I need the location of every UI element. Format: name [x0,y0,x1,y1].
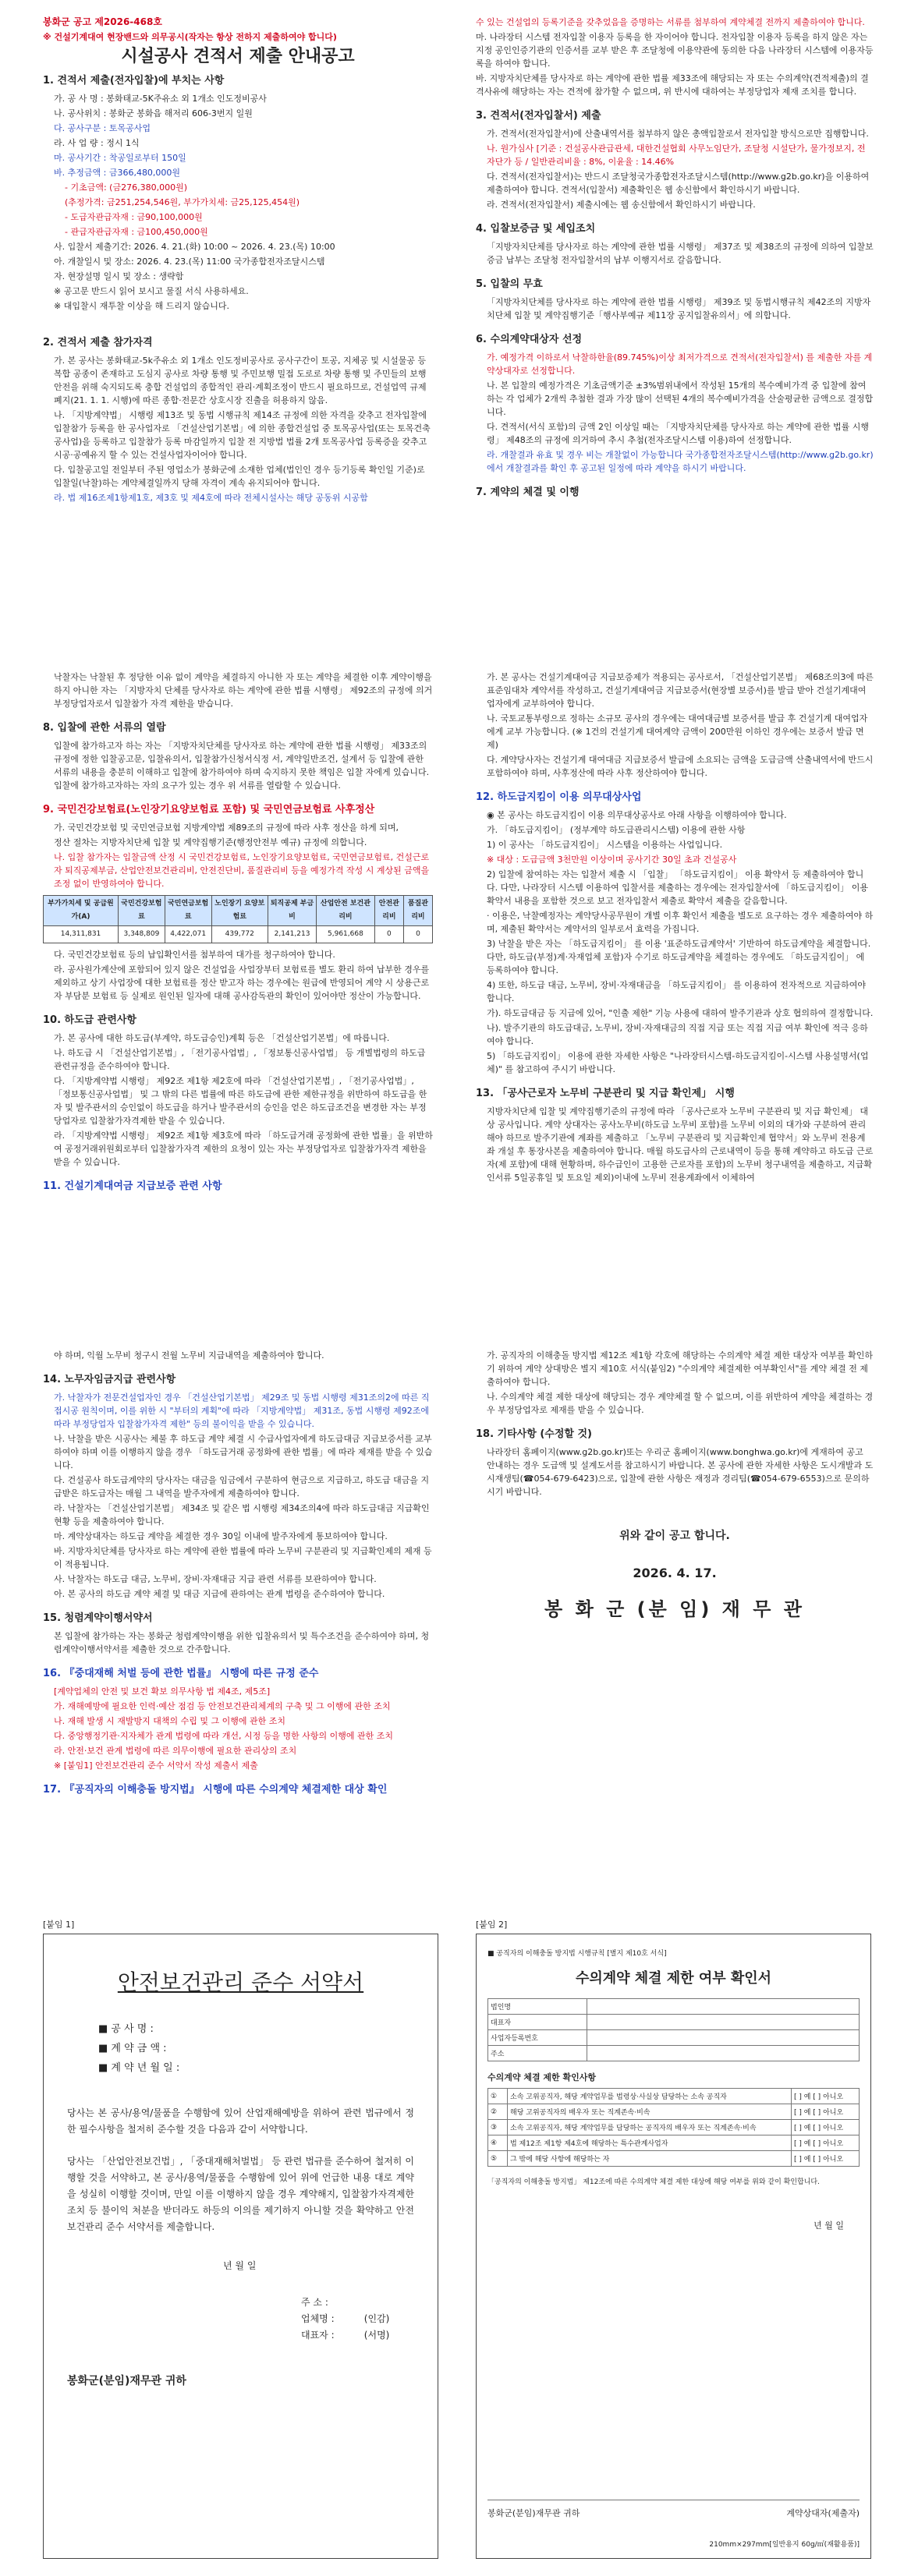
table-cell: 0 [374,926,403,943]
table-header: 부가가치세 및 공급원가(A) [44,896,119,926]
section-16-list [43,1685,433,1772]
s2-para: 나. 「지방계약법」 시행령 제13조 및 동법 시행규칙 제14조 규정에 의한 자격을 갖추고 전자입찰에 입찰참가 등록을 한 공사업자로 「건설산업기본법」에 의한 종합건설업 중 토목공사업(또는 토목건축공사업)을 등록하고 입찰참가 등록 마감일까지 입찰 전 지방법 법률 2개 토목공사업 등록증을 갖추고 시공·공예유지 할 수 있는 건설사업자이어야 합니다. [54,410,431,460]
s4-text: 「지방자치단체를 당사자로 하는 계약에 관한 법률 시행령」 제37조 및 제38조의 규정에 의하여 입찰보증금 납부는 조달청 전자입찰서의 납부 이행지서로 갈음합니다. [487,242,874,265]
p1r-para: 수 있는 건설업의 등록기준을 갖추었음을 증명하는 서류를 첨부하여 계약체결 전까지 제출하여야 합니다. [476,17,865,27]
yes-option[interactable]: 예 [803,2093,811,2101]
s1-item: (추정가격: 금251,254,546원, 부가가치세: 금25,125,454원) [65,197,300,207]
section-4-title: 4. 입찰보증금 및 세입조치 [476,223,596,235]
check-number: ④ [488,2135,508,2151]
s12-item: 4) 또한, 하도급 대금, 노무비, 장비·자재대금을 「하도급지킴이」 를 이용하여 전자적으로 지급하여야 합니다. [487,980,867,1003]
form1-footer: 봉화군(분임)재무관 귀하 [67,2375,186,2387]
table-cell: 4,422,071 [165,926,211,943]
check-options[interactable]: [ ] 예 [ ] 아니오 [792,2120,860,2135]
page3-left-column [43,1349,433,1801]
section-18-title: 18. 기타사항 (수정할 것) [476,1428,592,1440]
yes-option[interactable]: 예 [803,2156,811,2164]
s1-item: 가. 공 사 명 : 봉화태교-5K주유소 외 1개소 인도정비공사 [54,94,267,104]
s12-item: 나). 발주기관의 하도급대금, 노무비, 장비·자재대금의 직접 지급 또는 직접 지급 여부 확인에 적극 응하여야 합니다. [487,1023,868,1046]
table-cell: 대표자 [488,2015,587,2030]
s1-item: ※ 공고문 반드시 읽어 보시고 물질 서식 사용하세요. [54,286,249,296]
s9-more: 라. 공사원가계산에 포함되어 있지 않은 건설업을 사업장부터 보험료를 별도 환리 하여 납부한 경우를 제외하고 상기 사업장에 대한 보험료를 정산 받고자 하는 경우에는 원급에 반영되어 계약 시 상용근로자 부담분 보험료 등 실제로 원인된 일자에 대해 공사감독관의 확인이 있어야만 정산이 가능합니다. [54,964,430,1001]
section-9-title: 9. 국민건강보험료(노인장기요양보험료 포함) 및 국민연금보험료 사후정산 [43,804,375,816]
section-12-list [476,809,874,1076]
s8-text: 입찰에 참가하고자 하는 자는 「지방자치단체를 당사자로 하는 계약에 관한 법률 시행령」 제33조의 규정에 정한 입찰공고문, 입찰유의서, 입찰참가신청서식정 서, 계약일반조건, 설계서 등 입찰에 관한 서류의 내용을 충분히 이해하고 입찰에 참가하여야 하며 숙지하지 못한 책임은 입찰 자에게 있습니다. 입찰에 참가하고자하는 자의 요구가 있는 경우 위 서류를 열람할 수 있습니다. [54,741,430,791]
s10-item: 나. 하도급 시 「건설산업기본법」, 「전기공사업법」, 「정보통신공사업법」 등 개별법령의 하도급 관련규정을 준수하여야 합니다. [54,1048,426,1071]
s11-item: 나. 국토교통부령으로 정하는 소규모 공사의 경우에는 대여대금별 보증서를 발급 후 건설기계 대여업자에게 교부 가능합니다. (※ 1건의 건설기계 대여계약 금액이 200만원 이하인 경우에는 보증서 발급 면제) [487,713,868,750]
form2-title: 수의계약 체결 제한 여부 확인서 [575,1970,772,1987]
s13-text: 지방자치단체 입찰 및 계약집행기준의 규정에 따라 「공사근로자 노무비 구분관리 및 지급 확인제」 대상 공사입니다. 계약 상대자는 공사노무비(하도급 노무비 포함)를 노무비 이외의 대가와 구분하여 관리해야 하므로 발주기관에 계좌를 제출하고 「노무비 구분관리 및 지급확인제 협약서」와 노무비 전용계좌 개설 후 통장사본을 제출하여야 합니다. 매월 하도급사의 근로내역이 등을 통해 계약하고 하도급 근로자(제 포함)에 대해 현황하며, 하수급인이 고용한 근로자를 포함)의 노무비 청구내역을 제출하고, 지급확인서류 5일공휴일 및 토요일 제외)이내에 노무비 전용계좌에서 이체하여 [487,1106,874,1183]
s1-item: 자. 현장설명 일시 및 장소 : 생략함 [54,271,184,281]
s16-item: 라. 안전·보건 관계 법령에 따른 의무이행에 필요한 관리상의 조치 [54,1746,297,1756]
s17-para: 가. 공직자의 이해충돌 방지법 제12조 제1항 각호에 해당하는 수의계약 체결 제한 대상자 여부를 확인하기 위하여 계약 상대방은 별지 제10호 서식(붙임2) "수의계약 체결제한 여부확인서"를 계약 체결 전 제출하여야 합니다. [487,1350,873,1387]
section-17-title: 17. 『공직자의 이해충돌 방지법』 시행에 따른 수의계약 체결제한 대상 확인 [43,1784,388,1796]
s15-text: 본 입찰에 참가하는 자는 봉화군 청렴계약이행을 위한 입찰유의서 및 특수조건을 준수하여야 하며, 청렴계약이행서약서를 제출한 것으로 간주합니다. [54,1631,430,1654]
s1-item: ※ 대입찰시 재투찰 이상을 해 드리지 않습니다. [54,301,229,311]
form1-company-label: 업체명 : [301,2313,335,2324]
s2-para: 다. 입찰공고일 전일부터 주된 영업소가 봉화군에 소재한 업체(법인인 경우 등기등록 확인일 기준)로 입찰일(낙찰)하는 계약체결일까지 당해 자격이 계속 유지되어야 합니다. [54,465,425,488]
attach2-label: [붙임 2] [476,1920,508,1930]
check-text: 법 제12조 제1항 제4호에 해당하는 특수관계사업자 [508,2135,792,2151]
form1-company [301,2312,438,2325]
table-header: 안전관리비 [374,896,403,926]
s3-item: 다. 견적서(전자입찰서)는 반드시 조달청국가종합전자조달시스템(http://www.g2b.go.kr)을 이용하여 제출하여야 합니다. 견적서(입찰서) 제출확인은 웹 송신함에서 확인하시기 바랍니다. [487,172,870,195]
s1-item: 라. 사 업 량 : 정시 1식 [54,138,140,148]
table-cell: 0 [403,926,432,943]
s12-item: 가. 「하도급지킴이」 (정부계약 하도급관리시스템) 이용에 관한 사항 [487,825,746,835]
form1-rep-label: 대표자 : [301,2330,335,2341]
notice-number: 봉화군 공고 제2026-468호 [43,16,162,27]
form2-top-note: ■ 공직자의 이해충돌 방지법 시행규칙 [별지 제10호 서식] [487,1950,667,1958]
check-text: 소속 고위공직자, 해당 계약업무를 담당하는 공직자의 배우자 또는 직계존속·비속 [508,2120,792,2135]
s5-text: 「지방자치단체를 당사자로 하는 계약에 관한 법률 시행령」 제39조 및 동법시행규칙 제42조의 지방자치단체 입찰 및 계약집행기준「행사부예규 제11장 공지입찰유의서」에 의합니다. [487,297,871,320]
form2-paper-note: 210mm×297mm[일반용지 60g/㎡(재활용품)] [709,2541,860,2549]
s10-item: 라. 「지방계약법 시행령」 제92조 제1항 제3호에 따라 「하도급거래 공정화에 관한 법률」을 위반하여 공정거래위원회로부터 입찰참가자격 제한의 요청이 있는 자는 부정당업자로 입찰참가자격 제한을 받을 수 있습니다. [54,1131,433,1167]
check-options[interactable]: [ ] 예 [ ] 아니오 [792,2135,860,2151]
s10-item: 가. 본 공사에 대한 하도급(부계약, 하도급승인)계획 등은 「건설산업기본법」에 따릅니다. [54,1033,390,1043]
page1-right-column [476,16,874,504]
yes-option[interactable]: 예 [803,2125,811,2132]
s12-item: 3) 낙찰을 받은 자는 「하도급지킴이」 를 이용 '표준하도급계약서' 기반하여 하도급계약을 체결합니다. 다만, 하도급(부정)계·자재업체 포함)자 수기로 하도급계약을 체결하는 경우에도 「하도급지킴이」 에 등록하여야 합니다. [487,939,871,975]
s18-text: 나라장터 홈페이지(www.g2b.go.kr)또는 우리군 홈페이지(www.bonghwa.go.kr)에 게재하여 공고 안내하는 경우 도급액 및 설계도서를 참고하시기 바랍니다. 본 공사에 관한 자세한 사항은 도시개발과 도시재생팀(☎054-679-6423)으로, 입찰에 관한 사항은 재정과 경리팀(☎054-679-6553)으로 문의하시기 바랍니다. [487,1447,874,1497]
s6-item: 라. 개찰결과 유효 및 경우 비는 개찰없이 가능합니다 국가종합전자조달시스템(http://www.g2b.go.kr)에서 개찰결과를 확인 후 공고된 일정에 따라 계약을 하시기 바랍니다. [487,450,874,473]
form1-body-2: 당사는 「산업안전보건법」, 「중대재해처벌법」 등 관련 법규를 준수하여 철저히 이행할 것을 서약하고, 본 공사/용역/물품을 수행함에 있어 위에 언급한 내용 대로 계약을 성실히 이행할 것이며, 만일 이를 이행하지 않을 경우 계약해지, 입찰참가자격제한조치 등 불이익 처분을 받더라도 하등의 이의를 제기하지 아니할 것을 확약하고 안전보건관리 준수 서약서를 제출합니다. [67,2156,414,2232]
section-8-title: 8. 입찰에 관한 서류의 열람 [43,722,166,734]
table-header: 산업안전 보건관리비 [317,896,375,926]
section-10-title: 10. 하도급 관련사항 [43,1014,136,1026]
check-number: ⑤ [488,2151,508,2167]
s9-more: 다. 국민건강보험료 등의 납입확인서를 첨부하여 대가를 청구하여야 합니다. [54,950,335,960]
s12-item: 5) 「하도급지킴이」 이용에 관한 자세한 사항은 "나라장터시스템-하도급지킴이-시스템 사용설명서(업체)" 를 참고하여 주시기 바랍니다. [487,1051,869,1074]
form1-date: 년 월 일 [223,2260,257,2271]
section-11-list [476,671,874,780]
s12-item: 1) 이 공사는 「하도급지킴이」 시스템을 이용하는 사업입니다. [487,840,723,850]
s1-item: - 기초금액: (금276,380,000원) [65,182,187,193]
table-row [488,2015,860,2030]
s11-item: 다. 계약당사자는 건설기계 대여대금 지급보증서 발급에 소요되는 금액을 도급금액 산출내역서에 반드시 포함하여야 하며, 사후정산에 따라 사후 정산하여야 합니다. [487,755,874,778]
s9-item: 가. 국민건강보험 및 국민연금보험 지방계약법 제89조의 규정에 따라 사후 정산을 하게 되며, [54,823,399,833]
check-row [488,2104,860,2120]
form2-section: 수의계약 체결 제한 확인사항 [487,2072,596,2082]
s1-item: 나. 공사위치 : 봉화군 봉화읍 해저리 606-3번지 일원 [54,108,253,119]
no-option[interactable]: 아니오 [823,2109,844,2117]
s12-item: 가). 하도급대금 등 지급에 있어, "인출 제한" 기능 사용에 대하여 발주기관과 상호 협의하여 결정합니다. [487,1008,874,1018]
page1-left-column [43,16,433,506]
s3-item: 라. 견적서(전자입찰서) 제출시에는 웹 송신함에서 확인하시기 바랍니다. [487,200,756,210]
table-cell [587,2046,860,2061]
check-number: ③ [488,2120,508,2135]
form2-applicant-table [487,1998,860,2061]
s11-item: 가. 본 공사는 건설기계대여금 지급보증제가 적용되는 공사로서, 「건설산업기본법」 제68조의3에 따른 표준임대차 계약서를 작성하고, 건설기계대여금 지급보증서(현장별 보증서)를 발급 받아 건설기계대여업자에게 교부하여야 합니다. [487,672,874,709]
attachment-2-form [476,1934,871,2559]
table-cell: 5,961,668 [317,926,375,943]
check-row [488,2120,860,2135]
s1-item: 사. 입찰서 제출기간: 2026. 4. 21.(화) 10:00 ~ 2026. 4. 23.(목) 10:00 [54,242,335,252]
yes-option[interactable]: 예 [803,2109,811,2117]
s14-item: 라. 낙찰자는 「건설산업기본법」 제34조 및 같은 법 시행령 제34조의4에 따라 하도급대금 지급확인 현황 등을 제출하여야 합니다. [54,1503,430,1527]
table-cell: 14,311,831 [44,926,119,943]
table-cell: 법인명 [488,1999,587,2015]
form1-sign-note: (서명) [363,2330,390,2341]
form1-address: 주 소 : [301,2297,328,2308]
form2-date: 년 월 일 [814,2220,844,2231]
s16-item: 다. 중앙행정기관·지자체가 관계 법령에 따라 개선, 시정 등을 명한 사항의 이행에 관한 조치 [54,1731,393,1741]
table-cell: 2,141,213 [268,926,316,943]
no-option[interactable]: 아니오 [823,2156,844,2164]
check-options[interactable]: [ ] 예 [ ] 아니오 [792,2089,860,2104]
s12-item: 2) 입찰에 참여하는 자는 입찰서 제출 시 「입찰」 「하도급지킴이」 이용 확약서 등 제출하여야 합니다. 다만, 나라장터 시스템 이용하여 입찰서를 제출하는 경우에는 전자입찰서에 「하도급지킴이」 이용 확약서 내용을 포함한 것으로 보고 전자입찰서 제출로 확약서 제출을 갈음합니다. [487,869,868,906]
table-cell: 사업자등록번호 [488,2030,587,2046]
table-cell [587,1999,860,2015]
s16-item: ※ [붙임1] 안전보건관리 준수 서약서 작성 제출서 제출 [54,1760,258,1771]
s10-item: 다. 「지방계약법 시행령」 제92조 제1항 제2호에 따라 「건설산업기본법」, 「전기공사업법」, 「정보통신공사업법」 및 그 밖의 다른 법률에 따른 하도급에 관한 제한규정을 위반하여 하도급을 한 자 및 발주관서의 승인없이 하도급을 하거나 발주관서의 승인을 얻은 하도급조건을 변경한 자는 부정당업자로 입찰참가자격제한 받을 수 있습니다. [54,1076,427,1126]
form2-footer-right: 계약상대자(제출자) [786,2508,860,2518]
s1-item: 아. 개찰일시 및 장소: 2026. 4. 23.(목) 11:00 국가종합전자조달시스템 [54,257,325,267]
check-text: 해당 고위공직자의 배우자 또는 직계존속·비속 [508,2104,792,2120]
form2-notice: 「공직자의 이해충돌 방지법」 제12조에 따른 수의계약 체결 제한 대상에 해당 여부를 위와 같이 확인합니다. [487,2178,820,2186]
form2-check-table [487,2088,860,2167]
section-15-title: 15. 청렴계약이행서약서 [43,1612,153,1624]
s6-item: 가. 예정가격 이하로서 낙찰하한율(89.745%)이상 최저가격으로 견적서(전자입찰서) 를 제출한 자를 계약상대자로 선정합니다. [487,352,873,376]
form1-field-date: ■ 계 약 년 월 일 : [98,2062,180,2074]
table-header: 국민건강보험료 [119,896,165,926]
s14-item: 나. 낙찰을 받은 시공사는 체불 후 하도급 계약 체결 시 수급사업자에게 하도급대금 지급보증서를 교부하여야 하며 이를 이행하지 않을 경우 「하도급거래 공정화에 관한 법률」에 따라 제재를 받을 수 있습니다. [54,1434,433,1470]
s14-item: 다. 건설공사 하도급계약의 당사자는 대금을 임금에서 구분하여 현금으로 지급하고, 하도급 대금을 지급받은 하도급자는 매월 그 내역을 발주자에게 제출하여야 합니다. [54,1475,430,1499]
s1-item: 바. 추정금액 : 금366,480,000원 [54,168,181,178]
section-16-title: 16. 『중대재해 처벌 등에 관한 법률』 시행에 따른 규정 준수 [43,1668,319,1679]
closing-text: 위와 같이 공고 합니다. [619,1530,730,1542]
s3-item: 나. 원가심사 [기준 : 건설공사관급관세, 대한건설협회 사무노임단가, 조달청 시설단가, 물가정보지, 전자단가 등 / 일반관리비율 : 8%, 이윤율 : 14.46% [487,143,866,167]
s1-item: - 관급자관급자재 : 금100,450,000원 [65,227,208,237]
s1-item: - 도급자관급자재 : 금90,100,000원 [65,212,203,222]
page-title: 시설공사 견적서 제출 안내공고 [121,47,355,66]
section-14-title: 14. 노무자임금지급 관련사항 [43,1374,176,1385]
check-options[interactable]: [ ] 예 [ ] 아니오 [792,2104,860,2120]
form1-field-amount: ■ 계 약 금 액 : [98,2043,167,2054]
table-header-row [44,896,433,926]
page2-right-column [476,671,874,1186]
section-10-list [43,1031,433,1169]
no-option[interactable]: 아니오 [823,2093,844,2101]
table-cell: 439,772 [211,926,268,943]
check-text: 그 밖에 해당 사항에 해당하는 자 [508,2151,792,2167]
attachment-1-form [43,1934,438,2559]
p2-intro: 낙찰자는 낙찰된 후 정당한 이유 없이 계약을 체결하지 아니한 자 또는 계약을 체결한 이후 계약이행을 하지 아니한 자는 「지방자치 단체를 당사자로 하는 계약에 관한 법률 시행령」 제92조의 규정에 의거 부정당업자로서 입찰참가 자격 제한을 받습니다. [54,672,433,709]
section-3-title: 3. 견적서(전자입찰서) 제출 [476,110,601,122]
page-3 [0,1341,911,1895]
s12-item: ◉ 본 공사는 하도급지킴이 이용 의무대상공사로 아래 사항을 이행하여야 합니다. [487,810,787,820]
p3-intro: 야 하며, 익월 노무비 청구시 전월 노무비 지급내역을 제출하여야 합니다. [54,1350,324,1361]
issuer-name: 봉 화 군 (분 임) 재 무 관 [544,1598,805,1620]
s16-item: 가. 재해예방에 필요한 인력·예산 점검 등 안전보건관리체계의 구축 및 그 이행에 관한 조치 [54,1701,391,1711]
form1-body-1: 당사는 본 공사/용역/물품을 수행함에 있어 산업재해예방을 위하여 관련 법규에서 정한 필수사항을 철저히 준수할 것을 다음과 같이 서약합니다. [67,2107,414,2135]
section-1-title: 1. 견적서 제출(전자입찰)에 부치는 사항 [43,75,225,87]
section-9-list [43,821,433,890]
table-cell [587,2030,860,2046]
page-1 [0,0,911,600]
notice-warning: ※ 건설기계대여 현장밴드와 의무공시(작자는 항상 전하지 제출하여야 합니다) [43,32,337,42]
section-6-list [476,351,874,475]
s14-item: 마. 계약상대자는 하도급 계약을 체결한 경우 30일 이내에 발주자에게 통보하여야 합니다. [54,1531,388,1541]
check-number: ① [488,2089,508,2104]
page3-right-column [476,1349,874,1618]
s14-item: 바. 지방자치단체를 당사자로 하는 계약에 관한 법률에 따라 노무비 구분관리 및 지급확인제의 제재 등이 적용됩니다. [54,1546,432,1569]
section-5-title: 5. 입찰의 무효 [476,278,543,290]
section-2-title: 2. 견적서 제출 참가자격 [43,337,153,349]
check-number: ② [488,2104,508,2120]
s14-item: 사. 낙찰자는 하도급 대금, 노무비, 장비·자재대금 지급 관련 서류를 보관하여야 합니다. [54,1574,377,1584]
p1r-para: 바. 지방자치단체를 당사자로 하는 계약에 관한 법률 제33조에 해당되는 자 또는 수의계약(견적제출)의 결격사유에 해당하는 자는 견적에 참가할 수 없으며, 위 반시에 대하여는 부정당업자 제재 조치를 합니다. [476,73,869,97]
form1-rep [301,2328,438,2341]
table-row [488,1999,860,2015]
section-7-title: 7. 계약의 체결 및 이행 [476,487,580,498]
check-options[interactable]: [ ] 예 [ ] 아니오 [792,2151,860,2167]
no-option[interactable]: 아니오 [823,2140,844,2148]
p1r-para: 마. 나라장터 시스템 전자입찰 이용자 등록을 한 자이어야 합니다. 전자입찰 이용자 등록을 하지 않은 자는 지정 공인인증기관의 인증서를 교부 받은 후 조달청에 이용약관에 동의한 다음 나라장터 시스템에 이용자등록을 하여야 합니다. [476,32,874,69]
attach1-label: [붙임 1] [43,1920,75,1930]
yes-option[interactable]: 예 [803,2140,811,2148]
section-11-title: 11. 건설기계대여금 지급보증 관련 사항 [43,1180,222,1192]
section-12-title: 12. 하도급지킴이 이용 의무대상사업 [476,791,642,803]
section-6-title: 6. 수의계약대상자 선정 [476,334,583,345]
form2-footer: 봉화군(분임)재무관 귀하 [487,2508,580,2518]
table-header: 품질관리비 [403,896,432,926]
form1-seal-note: (인감) [363,2313,390,2324]
check-row [488,2151,860,2167]
form2-footer-bar [487,2500,860,2519]
section-14-list [43,1391,433,1601]
insurance-table [43,895,433,943]
check-row [488,2089,860,2104]
section-13-title: 13. 「공사근로자 노무비 구분관리 및 지급 확인제」 시행 [476,1088,735,1099]
s1-item: 마. 공사기간 : 착공일로부터 150일 [54,153,186,163]
table-header: 노인장기 요양보험료 [211,896,268,926]
table-row [488,2046,860,2061]
section-1-list [43,92,433,313]
s9-item: 정산 절차는 지방자치단체 입찰 및 계약집행기준(행정안전부 예규) 규정에 의합니다. [54,837,367,847]
table-row [44,926,433,943]
s14-item: 아. 본 공사의 하도급 계약 체결 및 대금 지급에 관하여는 관계 법령을 준수하여야 합니다. [54,1589,385,1599]
s12-item: ※ 대상 : 도급금액 3천만원 이상이며 공사기간 30일 초과 건설공사 [487,855,737,865]
s17-para: 나. 수의계약 체결 제한 대상에 해당되는 경우 계약체결 할 수 없으며, 이를 위반하여 계약을 체결하는 경우 부정당업자로 제재를 받을 수 있습니다. [487,1392,874,1415]
form1-field-project: ■ 공 사 명 : [98,2023,154,2035]
table-header: 퇴직공제 부금비 [268,896,316,926]
s2-para: 라. 법 제16조제1항제1호, 제3호 및 제4호에 따라 전체시설사는 해당 공동위 시공함 [54,493,368,503]
s16-item: [계약업체의 안전 및 보건 확보 의무사항 법 제4조, 제5조] [54,1686,271,1697]
check-text: 소속 고위공직자, 해당 계약업무를 법령상·사실상 담당하는 소속 공직자 [508,2089,792,2104]
s16-item: 나. 재해 발생 시 재발방지 대책의 수립 및 그 이행에 관한 조치 [54,1716,285,1726]
s9-item: 나. 입찰 참가자는 입찰금액 산정 시 국민건강보험료, 노인장기요양보험료, 국민연금보험료, 건설근로자 퇴직공제부금, 산업안전보건관리비, 안전진단비, 품질관리비 등을 예정가격 작성 시 계상된 금액을 조정 없이 반영하여야 합니다. [54,852,430,889]
form1-title: 안전보건관리 준수 서약서 [117,1969,364,1995]
s3-item: 가. 견적서(전자입찰서)에 산출내역서를 첨부하지 않은 총액입찰로서 전자입찰 방식으로만 집행합니다. [487,129,869,139]
table-row [488,2030,860,2046]
s6-item: 나. 본 입찰의 예정가격은 기초금액기준 ±3%범위내에서 작성된 15개의 복수예비가격 중 입찰에 참여하는 각 업체가 2개씩 추첨한 결과 가장 많이 선택된 4개의 복수예비가격을 산술평균한 금액으로 결정합니다. [487,380,874,417]
s12-item: · 이용은, 낙찰예정자는 계약당사공무원이 개별 이후 확인서 제출을 별도로 요구하는 경우 제출하여야 하며, 제출된 확약서는 계약서의 일부로서 효력을 가집니다. [487,911,874,934]
page2-left-column [43,671,433,1198]
table-cell: 주소 [488,2046,587,2061]
table-cell: 3,348,809 [119,926,165,943]
table-cell [587,2015,860,2030]
s14-item: 가. 낙찰자가 전문건설업자인 경우 「건설산업기본법」 제29조 및 동법 시행령 제31조의2에 따른 직접시공 원칙이며, 이를 위한 시 "부터의 계획"에 따라 「지방계약법」 제31조, 동법 시행령 제92조에 따라 부정당업자 입찰참가자격 제한" 등의 불이익을 받을 수 있습니다. [54,1392,430,1429]
page-2 [0,663,911,1279]
s2-para: 가. 본 공사는 봉화태교-5k주유소 외 1개소 인도정비공사로 공사구간이 토공, 지체공 및 시설물공 등 복합 공종이 존재하고 도심지 공사로 차량 통행 및 주민보행 밀접 도로로 차량 통행 및 주민들의 보행 안전을 위해 숙지되도록 충합 건설업의 종합적인 관리·계획조정이 반드시 필요하므로, 건설업역 규제폐지(21. 1. 1. 시행)에 따른 종합·전문간 상호시장 진출을 허용하지 않음. [54,356,427,405]
no-option[interactable]: 아니오 [823,2125,844,2132]
section-3-list [476,127,874,211]
s1-item: 다. 공사구분 : 토목공사업 [54,123,151,133]
table-header: 국민연금보험료 [165,896,211,926]
check-row [488,2135,860,2151]
s6-item: 다. 견적서(서식 포함)의 금액 2인 이상일 때는 「지방자치단체를 당사자로 하는 계약에 관한 법률 시행령」 제48조의 규정에 의거하여 추시 추첨(전자조달시스템 이용)하여 선정합니다. [487,422,869,445]
section-2-list [43,354,433,504]
section-9-more [43,948,433,1003]
notice-date: 2026. 4. 17. [633,1566,717,1580]
